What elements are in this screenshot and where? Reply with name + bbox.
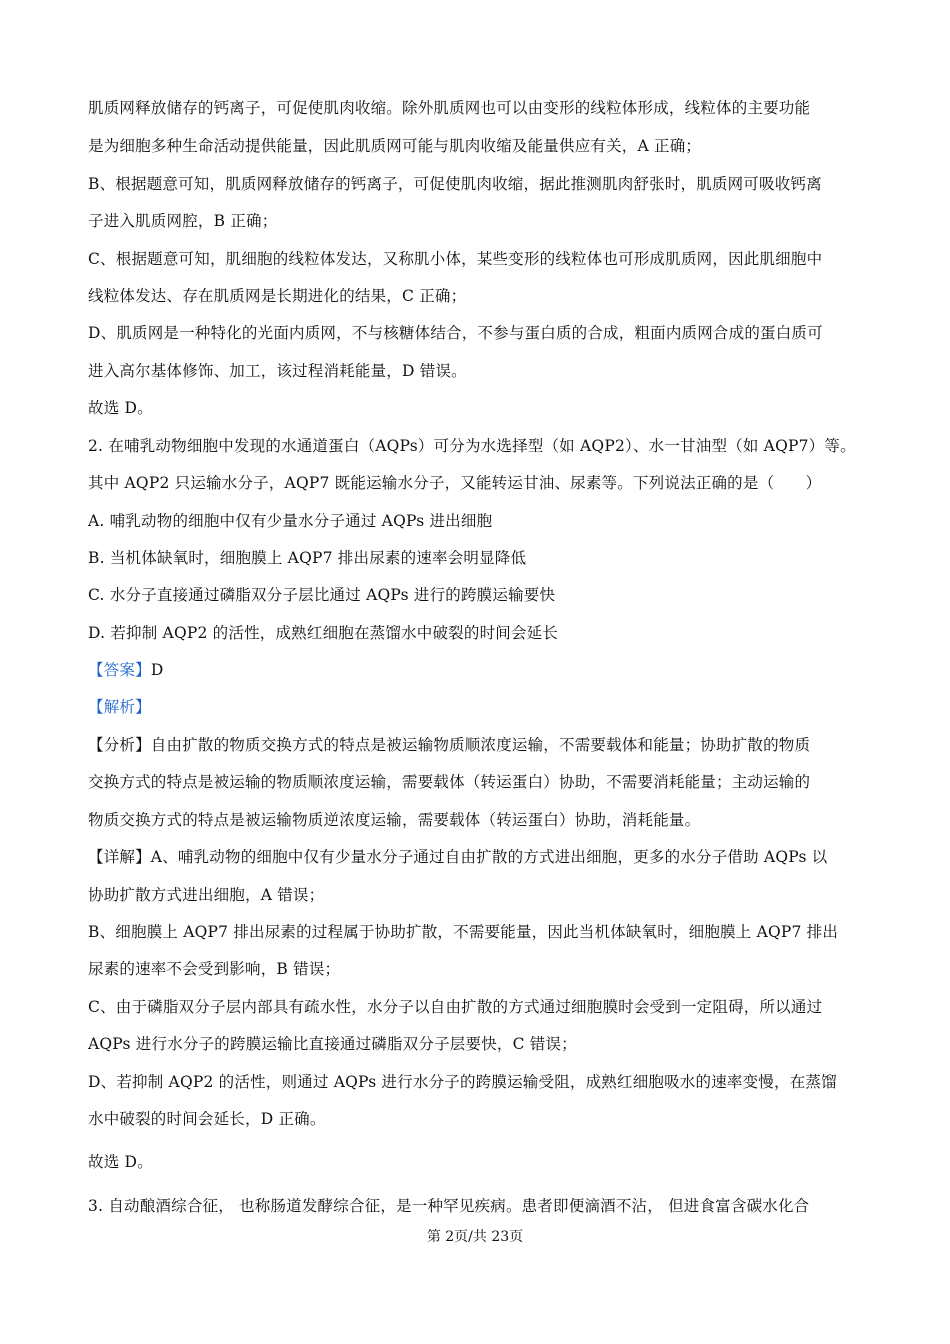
text-line: 协助扩散方式进出细胞，A 错误； [88,886,325,904]
text-line: 故选 D。 [88,399,153,417]
text-line: 子进入肌质网腔，B 正确； [88,212,278,230]
question-stem: 3. 自动酿酒综合征， 也称肠道发酵综合征，是一种罕见疾病。患者即便滴酒不沾， 但进食富含碳水化合 [88,1197,810,1215]
text-line: B、细胞膜上 AQP7 排出尿素的过程属于协助扩散，不需要能量，因此当机体缺氧时，细胞膜上 AQP7 排出 [88,923,839,941]
text-line: 【分析】自由扩散的物质交换方式的特点是被运输物质顺浓度运输，不需要载体和能量；协助扩散的物质 [88,736,811,754]
text-line: C、根据题意可知，肌细胞的线粒体发达，又称肌小体，某些变形的线粒体也可形成肌质网，因此肌细胞中 [88,250,823,268]
text-line: 进入高尔基体修饰、加工，该过程消耗能量，D 错误。 [88,362,467,380]
option-a: A. 哺乳动物的细胞中仅有少量水分子通过 AQPs 进出细胞 [88,512,493,530]
question-stem: 其中 AQP2 只运输水分子，AQP7 既能运输水分子，又能转运甘油、尿素等。下列说法正确的是（ ） [88,474,822,492]
text-line: 是为细胞多种生命活动提供能量，因此肌质网可能与肌肉收缩及能量供应有关，A 正确； [88,137,702,155]
option-b: B. 当机体缺氧时，细胞膜上 AQP7 排出尿素的速率会明显降低 [88,549,527,567]
text-line: 线粒体发达、存在肌质网是长期进化的结果，C 正确； [88,287,467,305]
answer-tag: 【答案】 [88,661,151,679]
option-c: C. 水分子直接通过磷脂双分子层比通过 AQPs 进行的跨膜运输要快 [88,586,556,604]
option-d: D. 若抑制 AQP2 的活性，成熟红细胞在蒸馏水中破裂的时间会延长 [88,624,559,642]
text-line: AQPs 进行水分子的跨膜运输比直接通过磷脂双分子层要快，C 错误； [88,1035,577,1053]
text-line: D、肌质网是一种特化的光面内质网，不与核糖体结合，不参与蛋白质的合成，粗面内质网合成的蛋白质可 [88,324,823,342]
text-line: 交换方式的特点是被运输的物质顺浓度运输，需要载体（转运蛋白）协助，不需要消耗能量；主动运输的 [88,773,811,791]
text-line: 水中破裂的时间会延长，D 正确。 [88,1110,326,1128]
question-stem: 2. 在哺乳动物细胞中发现的水通道蛋白（AQPs）可分为水选择型（如 AQP2）、水一甘油型（如 AQP7）等。 [88,437,856,455]
text-line: 物质交换方式的特点是被运输物质逆浓度运输，需要载体（转运蛋白）协助，消耗能量。 [88,811,701,829]
answer-value: D [150,661,164,679]
text-line: D、若抑制 AQP2 的活性，则通过 AQPs 进行水分子的跨膜运输受阻，成熟红细胞吸水的速率变慢，在蒸馏 [88,1073,837,1091]
analysis-tag: 【解析】 [88,698,151,716]
text-line: 故选 D。 [88,1153,153,1171]
answer-line [88,660,878,680]
text-line: B、根据题意可知，肌质网释放储存的钙离子，可促使肌肉收缩，据此推测肌肉舒张时，肌质网可吸收钙离 [88,175,822,193]
page-footer: 第 2页/共 23页 [426,1229,524,1245]
text-line: C、由于磷脂双分子层内部具有疏水性，水分子以自由扩散的方式通过细胞膜时会受到一定阻碍，所以通过 [88,998,823,1016]
text-line: 肌质网释放储存的钙离子，可促使肌肉收缩。除外肌质网也可以由变形的线粒体形成，线粒体的主要功能 [88,99,811,117]
text-line: 【详解】A、哺乳动物的细胞中仅有少量水分子通过自由扩散的方式进出细胞，更多的水分子借助 AQPs 以 [88,848,828,866]
text-line: 尿素的速率不会受到影响，B 错误； [88,960,341,978]
